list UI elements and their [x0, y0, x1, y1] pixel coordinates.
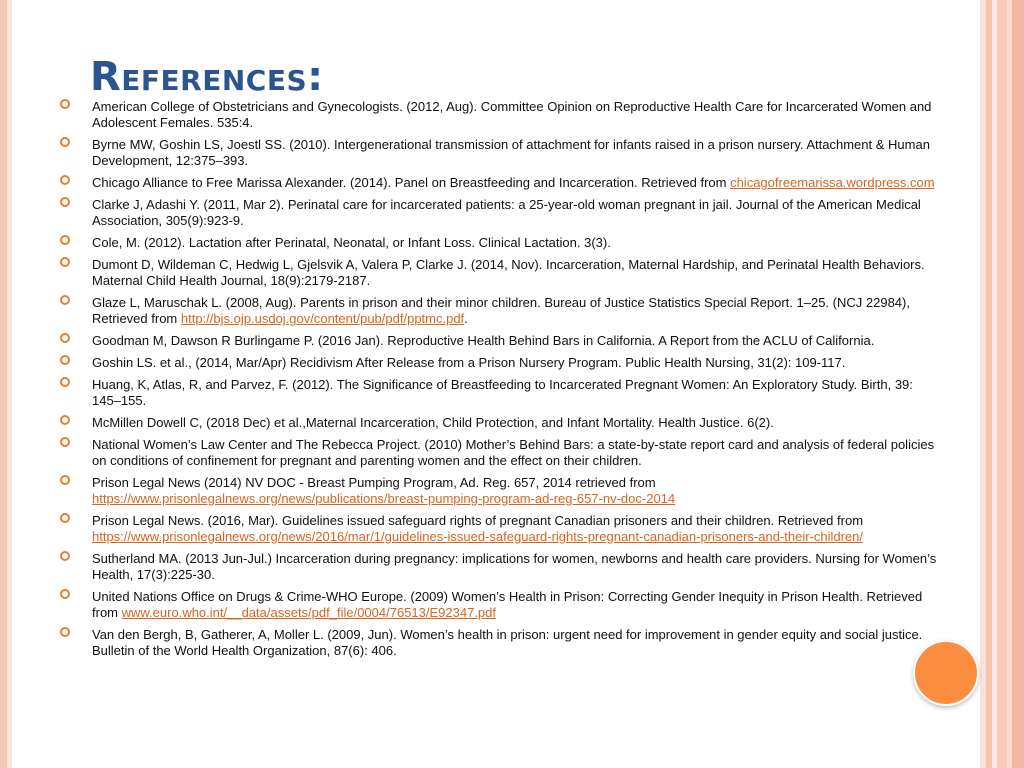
circle-bullet-icon [60, 355, 70, 365]
reference-text: Prison Legal News (2014) NV DOC - Breast Pumping Program, Ad. Reg. 657, 2014 retrieved from [92, 475, 656, 490]
circle-bullet-icon [60, 257, 70, 267]
reference-item [60, 257, 940, 289]
reference-item [60, 355, 940, 371]
circle-bullet-icon [60, 99, 70, 109]
right-stripe-decoration [997, 0, 1007, 768]
circle-bullet-icon [60, 589, 70, 599]
reference-text: McMillen Dowell C, (2018 Dec) et al.,Maternal Incarceration, Child Protection, and Infant Mortality. Health Justice. 6(2). [92, 415, 774, 430]
reference-link[interactable]: www.euro.who.int/__data/assets/pdf_file/0004/76513/E92347.pdf [121, 605, 497, 620]
reference-text: Sutherland MA. (2013 Jun-Jul.) Incarceration during pregnancy: implications for women, newborns and health care providers. Nursing for Women’s Health, 17(3):225-30. [92, 551, 937, 582]
reference-text: Van den Bergh, B, Gatherer, A, Moller L. (2009, Jun). Women’s health in prison: urgent need for improvement in gender equity and social justice. Bulletin of the World Health Organization, 87(6): 406. [92, 627, 923, 658]
reference-link[interactable]: https://www.prisonlegalnews.org/news/2016/mar/1/guidelines-issued-safeguard-rights-pregnant-canadian-prisoners-and-their-children/ [92, 529, 864, 544]
left-border-decoration-inner [7, 0, 12, 768]
reference-item [60, 589, 940, 621]
slide-title: References: [90, 54, 324, 100]
accent-circle-decoration [913, 640, 979, 706]
reference-text: American College of Obstetricians and Gynecologists. (2012, Aug). Committee Opinion on Reproductive Health Care for Incarcerated Women and Adolescent Females. 535:4. [92, 99, 932, 130]
reference-item [60, 333, 940, 349]
reference-item [60, 513, 940, 545]
circle-bullet-icon [60, 333, 70, 343]
reference-item [60, 475, 940, 507]
reference-text: National Women’s Law Center and The Rebecca Project. (2010) Mother’s Behind Bars: a state-by-state report card and analysis of federal policies on conditions of confinement for pregnant and parenting women and the effect on their children. [92, 437, 935, 468]
circle-bullet-icon [60, 475, 70, 485]
reference-item [60, 551, 940, 583]
circle-bullet-icon [60, 377, 70, 387]
reference-link[interactable]: https://www.prisonlegalnews.org/news/publications/breast-pumping-program-ad-reg-657-nv-doc-2014 [92, 491, 676, 506]
references-list [60, 99, 940, 665]
reference-text: Clarke J, Adashi Y. (2011, Mar 2). Perinatal care for incarcerated patients: a 25-year-old woman pregnant in jail. Journal of the American Medical Association, 305(9):923-9. [92, 197, 921, 228]
reference-text: Glaze L, Maruschak L. (2008, Aug). Parents in prison and their minor children. Bureau of Justice Statistics Special Report. 1–25. (NCJ 22984), Retrieved from [92, 295, 910, 326]
reference-item [60, 437, 940, 469]
right-stripe-decoration [1012, 0, 1024, 768]
circle-bullet-icon [60, 437, 70, 447]
reference-text: Dumont D, Wildeman C, Hedwig L, Gjelsvik A, Valera P, Clarke J. (2014, Nov). Incarceration, Maternal Hardship, and Perinatal Health Behaviors. Maternal Child Health Journal, 18(9):2179-2187. [92, 257, 925, 288]
circle-bullet-icon [60, 513, 70, 523]
reference-item [60, 197, 940, 229]
reference-item [60, 295, 940, 327]
reference-item [60, 99, 940, 131]
circle-bullet-icon [60, 415, 70, 425]
reference-text: United Nations Office on Drugs & Crime-WHO Europe. (2009) Women’s Health in Prison: Correcting Gender Inequity in Prison Health. Retrieved from [92, 589, 923, 620]
circle-bullet-icon [60, 295, 70, 305]
left-border-decoration [0, 0, 7, 768]
circle-bullet-icon [60, 197, 70, 207]
circle-bullet-icon [60, 235, 70, 245]
reference-text: Chicago Alliance to Free Marissa Alexander. (2014). Panel on Breastfeeding and Incarceration. Retrieved from [92, 175, 731, 190]
reference-item [60, 627, 940, 659]
reference-text: Goodman M, Dawson R Burlingame P. (2016 Jan). Reproductive Health Behind Bars in California. A Report from the ACLU of California. [92, 333, 875, 348]
reference-item [60, 137, 940, 169]
reference-item [60, 175, 940, 191]
circle-bullet-icon [60, 175, 70, 185]
reference-item [60, 377, 940, 409]
reference-trailing-text: . [464, 311, 468, 326]
circle-bullet-icon [60, 137, 70, 147]
reference-text: Prison Legal News. (2016, Mar). Guidelines issued safeguard rights of pregnant Canadian prisoners and their children. Retrieved from [92, 513, 864, 528]
circle-bullet-icon [60, 627, 70, 637]
reference-link[interactable]: http://bjs.ojp.usdoj.gov/content/pub/pdf/pptmc.pdf [180, 311, 465, 326]
reference-link[interactable]: chicagofreemarissa.wordpress.com [730, 175, 935, 190]
reference-text: Goshin LS. et al., (2014, Mar/Apr) Recidivism After Release from a Prison Nursery Program. Public Health Nursing, 31(2): 109-117. [92, 355, 846, 370]
circle-bullet-icon [60, 551, 70, 561]
reference-item [60, 235, 940, 251]
reference-text: Cole, M. (2012). Lactation after Perinatal, Neonatal, or Infant Loss. Clinical Lactation. 3(3). [92, 235, 611, 250]
reference-text: Huang, K, Atlas, R, and Parvez, F. (2012). The Significance of Breastfeeding to Incarcerated Pregnant Women: An Exploratory Study. Birth, 39: 145–155. [92, 377, 913, 408]
reference-text: Byrne MW, Goshin LS, Joestl SS. (2010). Intergenerational transmission of attachment for infants raised in a prison nursery. Attachment & Human Development, 12:375–393. [92, 137, 930, 168]
reference-item [60, 415, 940, 431]
